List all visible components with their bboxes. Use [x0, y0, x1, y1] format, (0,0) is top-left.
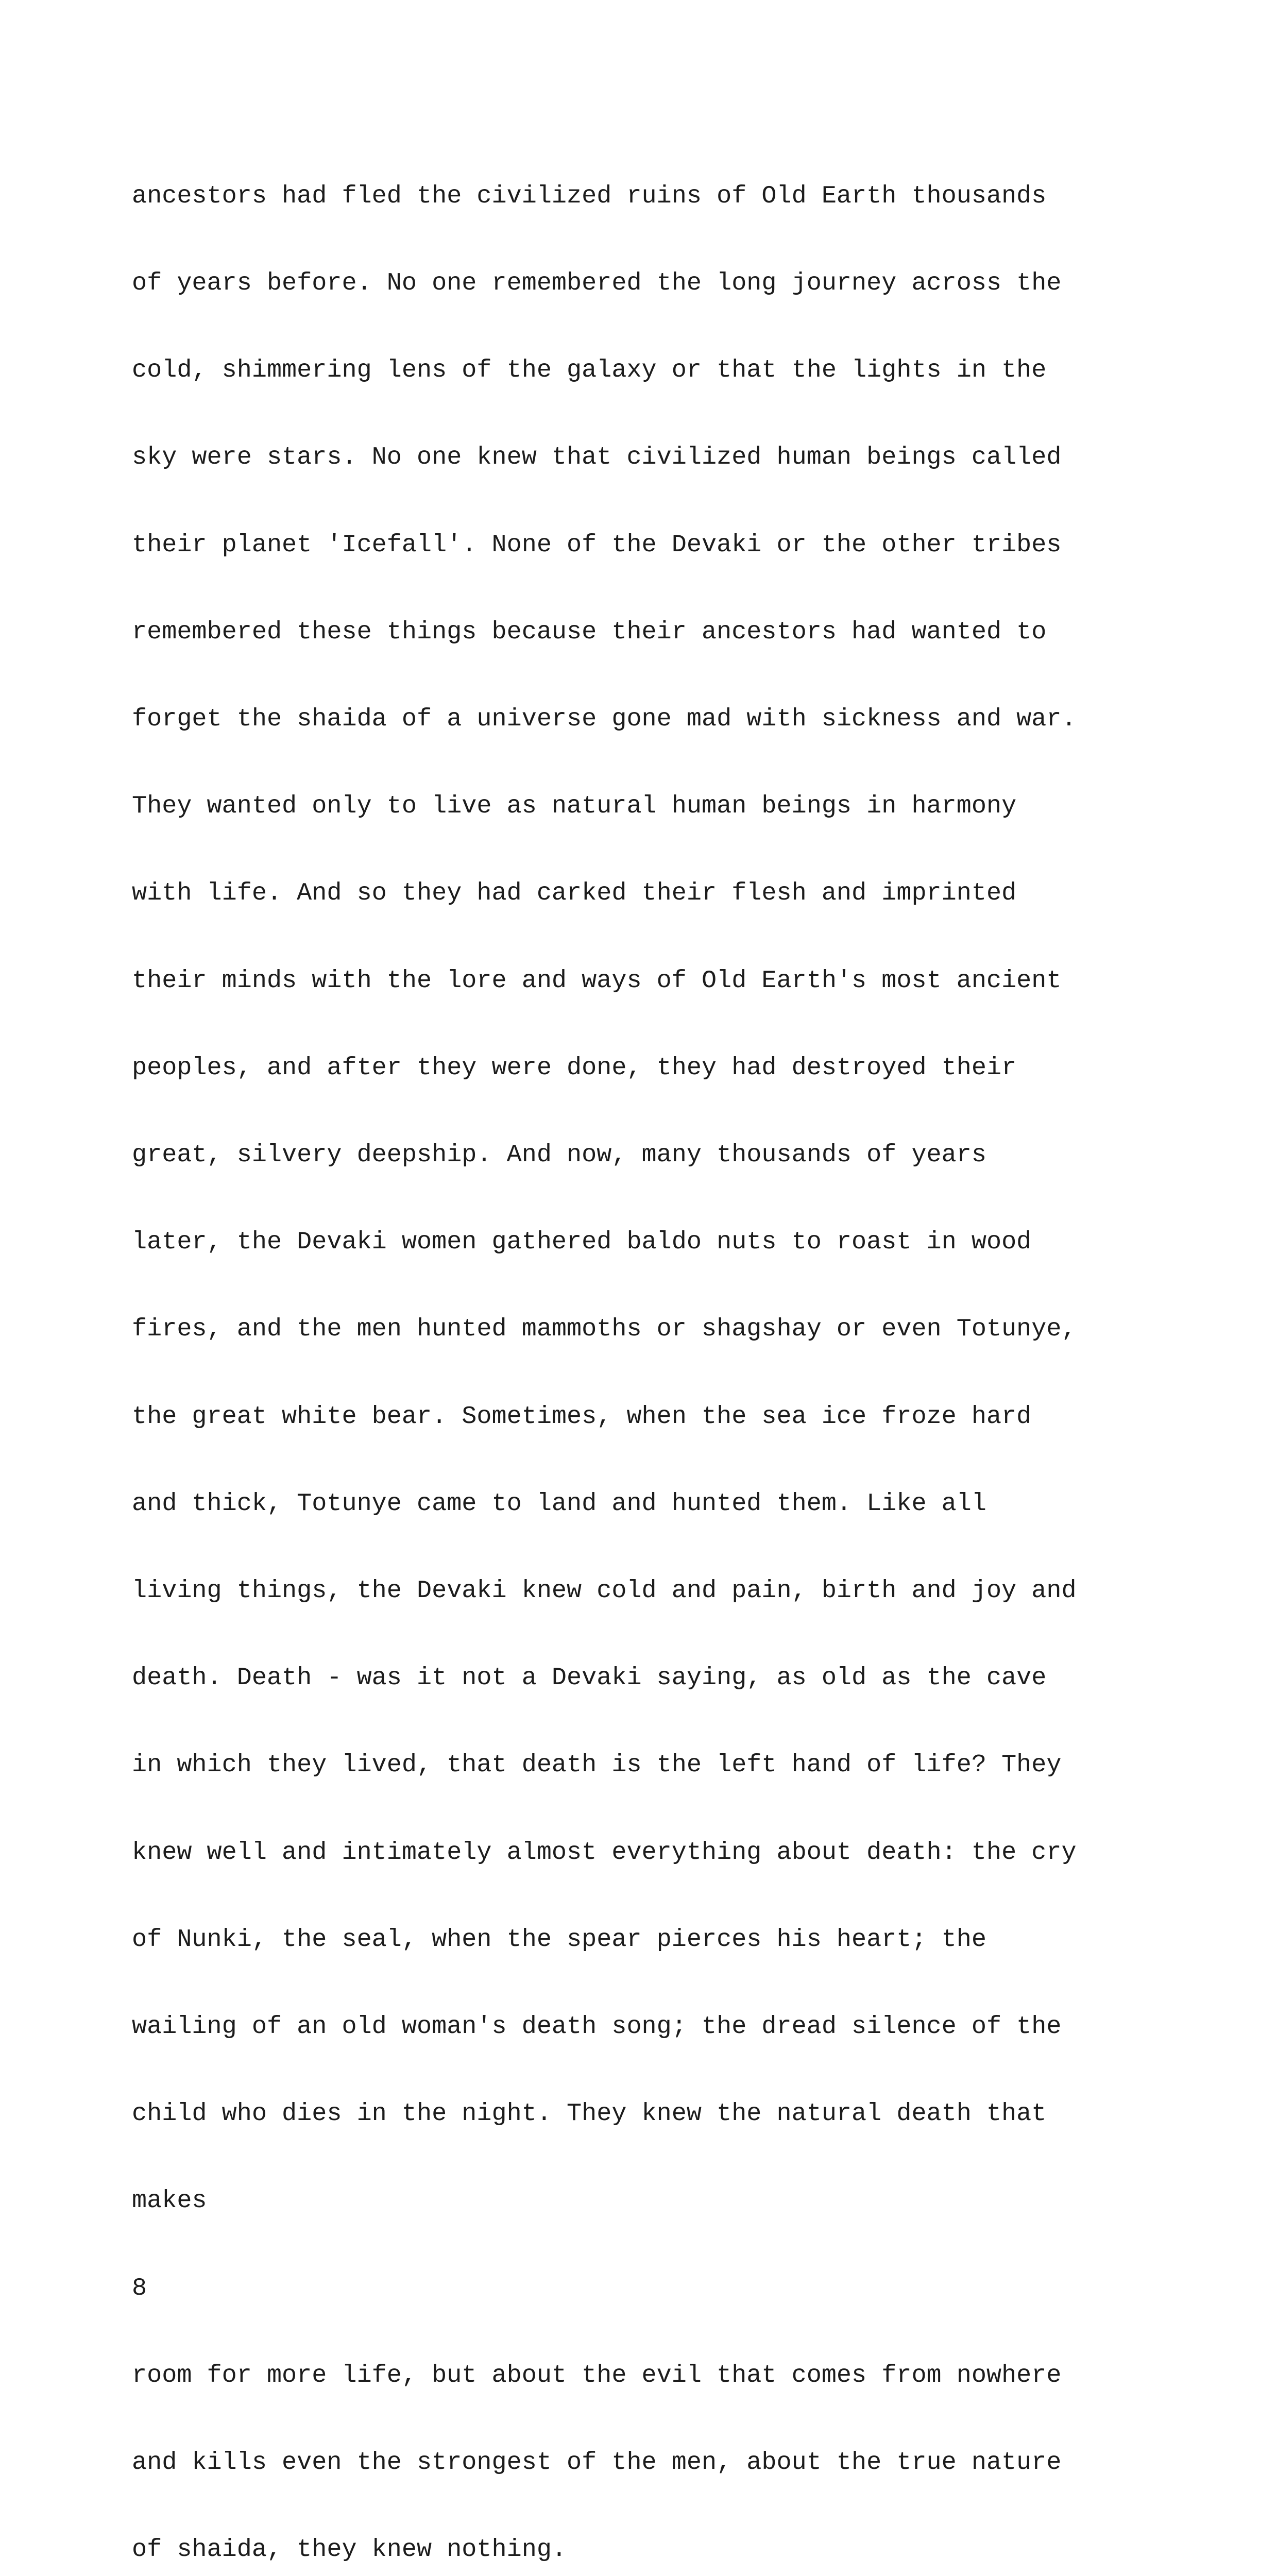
- text-line: ancestors had fled the civilized ruins of Old Earth thousands: [132, 181, 1047, 210]
- text-line: the great white bear. Sometimes, when the sea ice froze hard: [132, 1402, 1032, 1431]
- text-line: their planet 'Icefall'. None of the Devaki or the other tribes: [132, 530, 1062, 559]
- text-line: fires, and the men hunted mammoths or shagshay or even Totunye,: [132, 1315, 1077, 1344]
- text-line: child who dies in the night. They knew the natural death that: [132, 2099, 1047, 2128]
- text-line: great, silvery deepship. And now, many thousands of years: [132, 1141, 986, 1170]
- text-line: death. Death - was it not a Devaki saying, as old as the cave: [132, 1664, 1047, 1692]
- text-line: They wanted only to live as natural human beings in harmony: [132, 792, 1017, 821]
- text-line: in which they lived, that death is the left hand of life? They: [132, 1751, 1062, 1780]
- text-line: their minds with the lore and ways of Old Earth's most ancient: [132, 966, 1062, 995]
- text-line: with life. And so they had carked their flesh and imprinted: [132, 879, 1017, 908]
- text-line: of Nunki, the seal, when the spear pierces his heart; the: [132, 1925, 986, 1954]
- text-line: remembered these things because their ancestors had wanted to: [132, 617, 1047, 646]
- text-line: makes: [132, 2187, 207, 2215]
- text-line: peoples, and after they were done, they had destroyed their: [132, 1053, 1017, 1082]
- text-line: wailing of an old woman's death song; the dread silence of the: [132, 2012, 1062, 2041]
- text-line: forget the shaida of a universe gone mad with sickness and war.: [132, 705, 1077, 734]
- page-number: 8: [132, 2274, 147, 2302]
- text-line: and thick, Totunye came to land and hunted them. Like all: [132, 1489, 986, 1518]
- text-line: room for more life, but about the evil that comes from nowhere: [132, 2361, 1062, 2389]
- text-line: sky were stars. No one knew that civilized human beings called: [132, 443, 1062, 472]
- body-text: [132, 124, 1275, 2576]
- text-line: knew well and intimately almost everything about death: the cry: [132, 1838, 1077, 1867]
- text-line: later, the Devaki women gathered baldo nuts to roast in wood: [132, 1228, 1032, 1257]
- text-line: living things, the Devaki knew cold and pain, birth and joy and: [132, 1577, 1077, 1605]
- text-line: of shaida, they knew nothing.: [132, 2535, 567, 2564]
- text-line: cold, shimmering lens of the galaxy or that the lights in the: [132, 356, 1047, 385]
- text-line: and kills even the strongest of the men, about the true nature: [132, 2448, 1062, 2477]
- text-line: of years before. No one remembered the long journey across the: [132, 269, 1062, 298]
